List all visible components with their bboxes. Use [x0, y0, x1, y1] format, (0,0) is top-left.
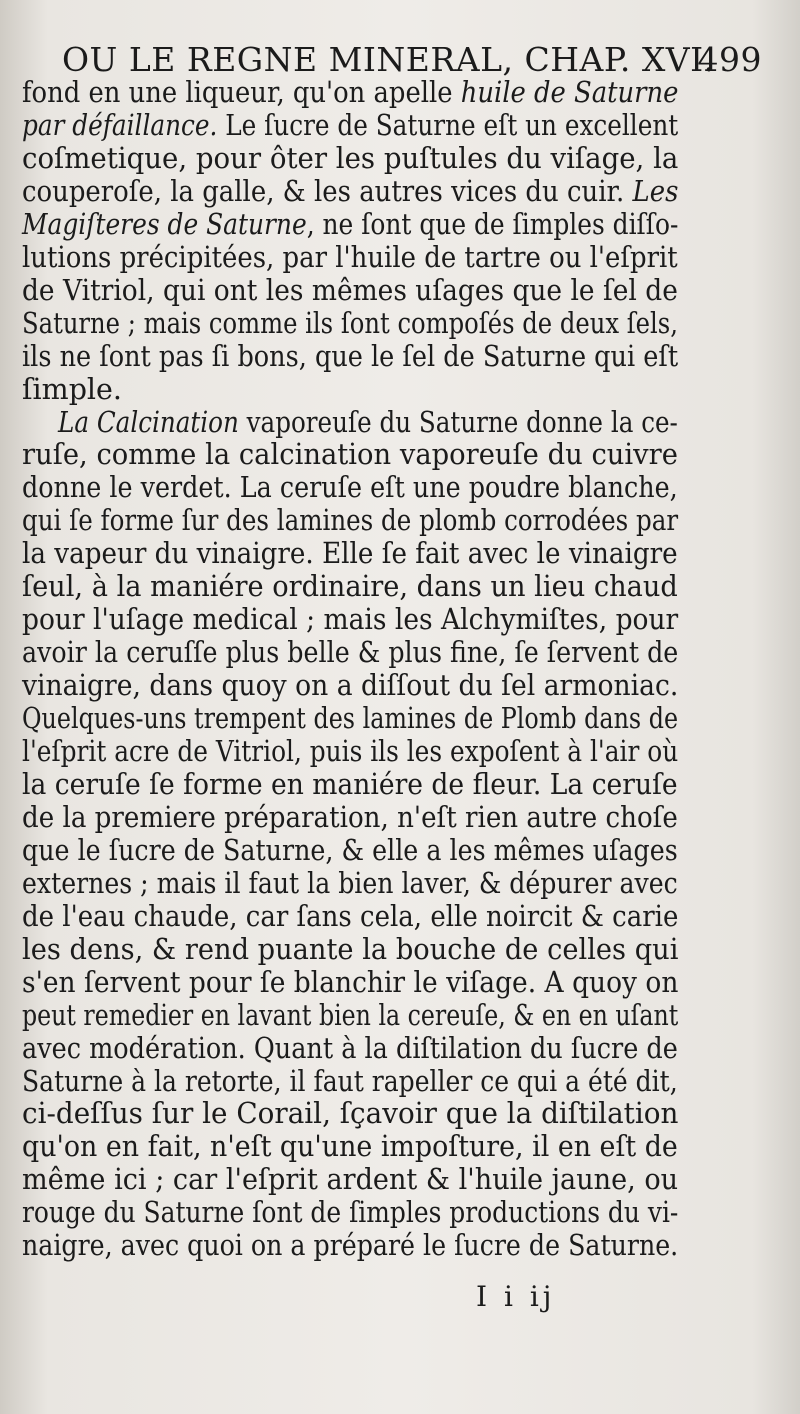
- text-line: ruſe, comme la calcination vaporeuſe du cuivre: [22, 438, 678, 472]
- italic-text: par défaillance.: [22, 108, 218, 142]
- text-line: même ici ; car l'eſprit ardent & l'huile jaune, ou: [22, 1163, 679, 1197]
- text-line: Quelques-uns trempent des lamines de Plomb dans de: [22, 702, 679, 736]
- text-line: la ceruſe ſe forme en maniére de fleur. La ceruſe: [22, 767, 678, 801]
- text-line: coſmetique, pour ôter les puſtules du viſage, la: [22, 141, 679, 175]
- text-line: naigre, avec quoi on a préparé le ſucre de Saturne.: [22, 1229, 679, 1263]
- text-line: de Vitriol, qui ont les mêmes uſages que le ſel de: [22, 273, 678, 307]
- text-line: que le ſucre de Saturne, & elle a les mêmes uſages: [22, 833, 678, 867]
- signature-mark: I i ij: [476, 1280, 556, 1313]
- text-line: ſimple.: [22, 372, 122, 406]
- text-line: Magiſteres de Saturne, ne ſont que de ſimples diſſo-: [22, 207, 679, 241]
- text-line: avoir la ceruſſe plus belle & plus fine, ſe ſervent de: [22, 636, 679, 670]
- text-line: lutions précipitées, par l'huile de tartre ou l'eſprit: [22, 240, 678, 274]
- text-line: ils ne ſont pas ſi bons, que le ſel de Saturne qui eſt: [22, 339, 679, 373]
- text-line: l'eſprit acre de Vitriol, puis ils les expoſent à l'air où: [22, 735, 679, 768]
- italic-text: Les: [632, 174, 679, 208]
- text-line: de la premiere préparation, n'eſt rien autre choſe: [22, 800, 678, 834]
- text-line: qui ſe forme ſur des lamines de plomb corrodées par: [22, 504, 679, 538]
- text-line: vinaigre, dans quoy on a diſſout du ſel armoniac.: [22, 669, 679, 703]
- text-line: les dens, & rend puante la bouche de celles qui: [22, 932, 679, 966]
- italic-text: La Calcination: [58, 405, 239, 439]
- running-title: OU LE REGNE MINERAL, CHAP. XVI.: [62, 40, 715, 79]
- italic-text: huile de Saturne: [460, 76, 679, 109]
- text-line: rouge du Saturne ſont de ſimples productions du vi-: [22, 1196, 679, 1230]
- text-line: avec modération. Quant à la diſtilation du ſucre de: [22, 1031, 678, 1065]
- text-line: couperoſe, la galle, & les autres vices du cuir. Les: [22, 174, 679, 208]
- page-number: 499: [697, 40, 762, 79]
- text-line: ci-deſſus ſur le Corail, ſçavoir que la diſtilation: [22, 1097, 679, 1131]
- text-line: la vapeur du vinaigre. Elle ſe fait avec le vinaigre: [22, 537, 678, 571]
- text-line: ſeul, à la maniére ordinaire, dans un lieu chaud: [22, 570, 678, 604]
- text-line: fond en une liqueur, qu'on apelle huile de Saturne: [22, 76, 679, 109]
- text-line: par défaillance. Le ſucre de Saturne eſt un excellent: [22, 108, 679, 142]
- text-line: de l'eau chaude, car ſans cela, elle noircit & carie: [22, 899, 679, 933]
- text-line: s'en ſervent pour ſe blanchir le viſage. A quoy on: [22, 965, 679, 999]
- text-line: La Calcination vaporeuſe du Saturne donne la ce-: [58, 405, 678, 439]
- text-line: peut remedier en lavant bien la cereuſe, & en en uſant: [22, 998, 679, 1032]
- text-line: pour l'uſage medical ; mais les Alchymiſtes, pour: [22, 603, 679, 637]
- text-line: Saturne à la retorte, il faut rapeller ce qui a été dit,: [22, 1064, 678, 1098]
- text-line: qu'on en fait, n'eſt qu'une impoſture, il en eſt de: [22, 1130, 678, 1164]
- text-line: Saturne ; mais comme ils ſont compoſés de deux ſels,: [22, 306, 678, 340]
- italic-text: Magiſteres de Saturne: [22, 207, 307, 241]
- text-line: donne le verdet. La ceruſe eſt une poudre blanche,: [22, 471, 678, 505]
- text-line: externes ; mais il faut la bien laver, & dépurer avec: [22, 866, 678, 900]
